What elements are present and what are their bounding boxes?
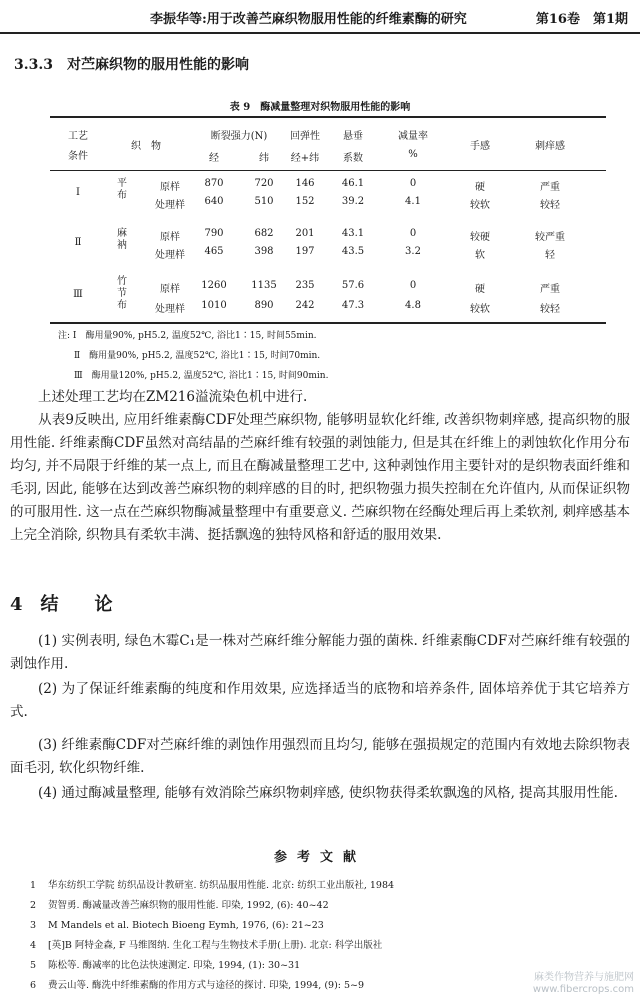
reference-text: [英]B 阿特金森, F 马维图纳. 生化工程与生物技术手册(上册). 北京: 科学出版社	[48, 940, 383, 951]
group-roman: Ⅱ	[74, 237, 82, 248]
cell-drape: 57.6	[341, 280, 365, 291]
paragraph-text: 上述处理工艺均在ZM216溢流染色机中进行.	[38, 389, 308, 405]
cell-hand: 硬	[475, 284, 485, 295]
cell-resilience: 242	[295, 300, 315, 311]
cell-resilience: 197	[295, 246, 315, 257]
running-header	[0, 0, 640, 34]
reference-number: 6	[30, 980, 37, 991]
table-caption: 表 9 酶减量整理对织物服用性能的影响	[229, 102, 411, 113]
section-heading: 3.3.3 对苎麻织物的服用性能的影响	[14, 57, 249, 73]
group-roman: Ⅲ	[73, 289, 83, 300]
reference-text: 费云山等. 酶洗中纤维素酶的作用方式与途径的探讨. 印染, 1994, (9): 5~9	[48, 980, 365, 991]
cell-itch: 轻	[545, 250, 555, 261]
cell-hand: 较硬	[470, 232, 490, 243]
reference-number: 3	[30, 920, 37, 931]
conclusion-heading: 4 结 论	[10, 594, 113, 615]
header-condition: 条件	[68, 151, 88, 162]
cell-resilience: 201	[295, 228, 315, 239]
reference-item	[30, 876, 630, 896]
reference-text: M Mandels et al. Biotech Bioeng Eymh, 1976, (6): 21~23	[48, 920, 324, 931]
cell-weft: 398	[254, 246, 274, 257]
reference-number: 5	[30, 960, 37, 971]
header-resilience-sub: 经+纬	[290, 153, 320, 164]
cell-weft: 1135	[251, 280, 277, 291]
cell-weft: 682	[254, 228, 274, 239]
reference-text: 贺智勇. 酶减量改善苎麻织物的服用性能. 印染, 1992, (6): 40~42	[48, 900, 329, 911]
group-roman: Ⅰ	[76, 187, 80, 198]
table-note: Ⅱ 酶用量90%, pH5.2, 温度52℃, 浴比1∶15, 时间70min.	[74, 351, 321, 361]
conclusion-text: (3) 纤维素酶CDF对苎麻纤维的剥蚀作用强烈而且均匀, 能够在强损规定的范围内有效地去除织物表面毛羽, 软化织物纤维.	[10, 737, 630, 776]
reference-text: 华东纺织工学院 纺织品设计教研室. 纺织品服用性能. 北京: 纺织工业出版社, 1984	[48, 880, 395, 891]
conclusion-text: (4) 通过酶减量整理, 能够有效消除苎麻织物刺痒感, 使织物获得柔软飘逸的风格, 提高其服用性能.	[38, 785, 618, 801]
group-fabric: 平布	[117, 178, 127, 201]
reference-item	[30, 916, 630, 936]
cell-hand: 软	[475, 250, 485, 261]
header-hand: 手感	[470, 141, 490, 152]
reference-item	[30, 896, 630, 916]
group-fabric: 麻衲	[117, 228, 127, 251]
cell-hand: 较软	[470, 304, 490, 315]
cell-sample: 处理样	[155, 304, 185, 315]
conclusion-item	[10, 630, 630, 676]
cell-sample: 原样	[160, 232, 180, 243]
cell-resilience: 146	[295, 178, 315, 189]
reference-item	[30, 936, 630, 956]
cell-drape: 43.5	[341, 246, 365, 257]
conclusion-item	[10, 782, 630, 805]
header-weft: 纬	[259, 153, 269, 164]
table-note: 注: Ⅰ 酶用量90%, pH5.2, 温度52℃, 浴比1∶15, 时间55min.	[58, 331, 317, 341]
cell-sample: 处理样	[155, 200, 185, 211]
conclusion-text: (1) 实例表明, 绿色木霉C₁是一株对苎麻纤维分解能力强的菌株. 纤维素酶CDF对苎麻纤维有较强的剥蚀作用.	[10, 633, 630, 672]
header-drape-sub: 系数	[343, 153, 363, 164]
cell-loss: 4.8	[405, 300, 421, 311]
cell-loss: 0	[409, 280, 417, 291]
site-watermark	[533, 972, 634, 996]
cell-weft: 510	[254, 196, 274, 207]
running-header-title: 李振华等:用于改善苎麻织物服用性能的纤维素酶的研究	[150, 12, 467, 27]
cell-itch: 严重	[540, 284, 560, 295]
reference-text: 陈松等. 酶减率的比色法快速测定. 印染, 1994, (1): 30~31	[48, 960, 301, 971]
body-paragraph	[10, 409, 630, 547]
cell-warp: 640	[204, 196, 224, 207]
header-itch: 刺痒感	[535, 141, 565, 152]
data-table	[50, 116, 606, 324]
cell-loss: 4.1	[405, 196, 421, 207]
cell-weft: 890	[254, 300, 274, 311]
table-top-rule	[50, 116, 606, 118]
header-drape: 悬垂	[343, 131, 363, 142]
cell-loss: 0	[409, 178, 417, 189]
watermark-cn: 麻类作物营养与施肥网	[534, 972, 634, 983]
header-resilience: 回弹性	[290, 131, 320, 142]
cell-sample: 原样	[160, 284, 180, 295]
cell-itch: 较轻	[540, 200, 560, 211]
cell-hand: 较软	[470, 200, 490, 211]
cell-hand: 硬	[475, 182, 485, 193]
conclusion-item	[10, 734, 630, 780]
conclusion-text: (2) 为了保证纤维素酶的纯度和作用效果, 应选择适当的底物和培养条件, 固体培养优于其它培养方式.	[10, 681, 630, 720]
reference-number: 2	[30, 900, 37, 911]
cell-sample: 处理样	[155, 250, 185, 261]
cell-drape: 47.3	[341, 300, 365, 311]
table-bottom-rule	[50, 322, 606, 324]
reference-number: 4	[30, 940, 37, 951]
cell-warp: 870	[204, 178, 224, 189]
cell-warp: 1010	[201, 300, 227, 311]
watermark-url: www.fibercrops.com	[532, 984, 634, 995]
header-strength: 断裂强力(N)	[210, 131, 268, 142]
header-loss: 减量率	[398, 131, 428, 142]
header-process: 工艺	[68, 131, 88, 142]
paragraph-text: 从表9反映出, 应用纤维素酶CDF处理苎麻织物, 能够明显软化纤维, 改善织物刺痒感, 提高织物的服用性能. 纤维素酶CDF虽然对高结晶的苎麻纤维有较强的剥蚀能力, 但是其在纤维上的剥蚀软化作用分布均匀, 并不局限于纤维的某一点上, 而且在酶减量整理工艺中, 这种剥蚀作用主要针对的是织物表面纤维和毛羽, 因此, 能够在达到改善苎麻织物的刺痒感的目的时, 把织物强力损失控制在允许值内, 从而保证织物的可服用性. 这一点在苎麻织物酶减量整理中有重要意义. 苎麻织物在经酶处理后再上柔软剂, 刺痒感基本上完全消除, 织物具有柔软丰满、挺括飘逸的独特风格和舒适的服用效果.	[10, 412, 630, 543]
cell-drape: 39.2	[341, 196, 365, 207]
reference-number: 1	[30, 880, 37, 891]
group-fabric: 竹节布	[117, 276, 127, 311]
cell-resilience: 235	[295, 280, 315, 291]
cell-itch: 较严重	[535, 232, 565, 243]
cell-sample: 原样	[160, 182, 180, 193]
cell-weft: 720	[254, 178, 274, 189]
conclusion-item	[10, 678, 630, 724]
header-loss-unit: %	[408, 149, 418, 160]
cell-warp: 465	[204, 246, 224, 257]
header-fabric: 织 物	[131, 141, 161, 152]
cell-warp: 1260	[201, 280, 227, 291]
header-warp: 经	[209, 153, 219, 164]
cell-loss: 3.2	[405, 246, 421, 257]
cell-loss: 0	[409, 228, 417, 239]
table-note: Ⅲ 酶用量120%, pH5.2, 温度52℃, 浴比1∶15, 时间90min.	[74, 371, 329, 381]
volume-issue: 第16卷 第1期	[535, 12, 628, 27]
cell-itch: 严重	[540, 182, 560, 193]
cell-resilience: 152	[295, 196, 315, 207]
cell-itch: 较轻	[540, 304, 560, 315]
body-paragraph	[10, 386, 630, 409]
cell-drape: 46.1	[341, 178, 365, 189]
table-header-rule	[50, 170, 606, 171]
cell-drape: 43.1	[341, 228, 365, 239]
cell-warp: 790	[204, 228, 224, 239]
references-title: 参考文献	[273, 850, 366, 865]
